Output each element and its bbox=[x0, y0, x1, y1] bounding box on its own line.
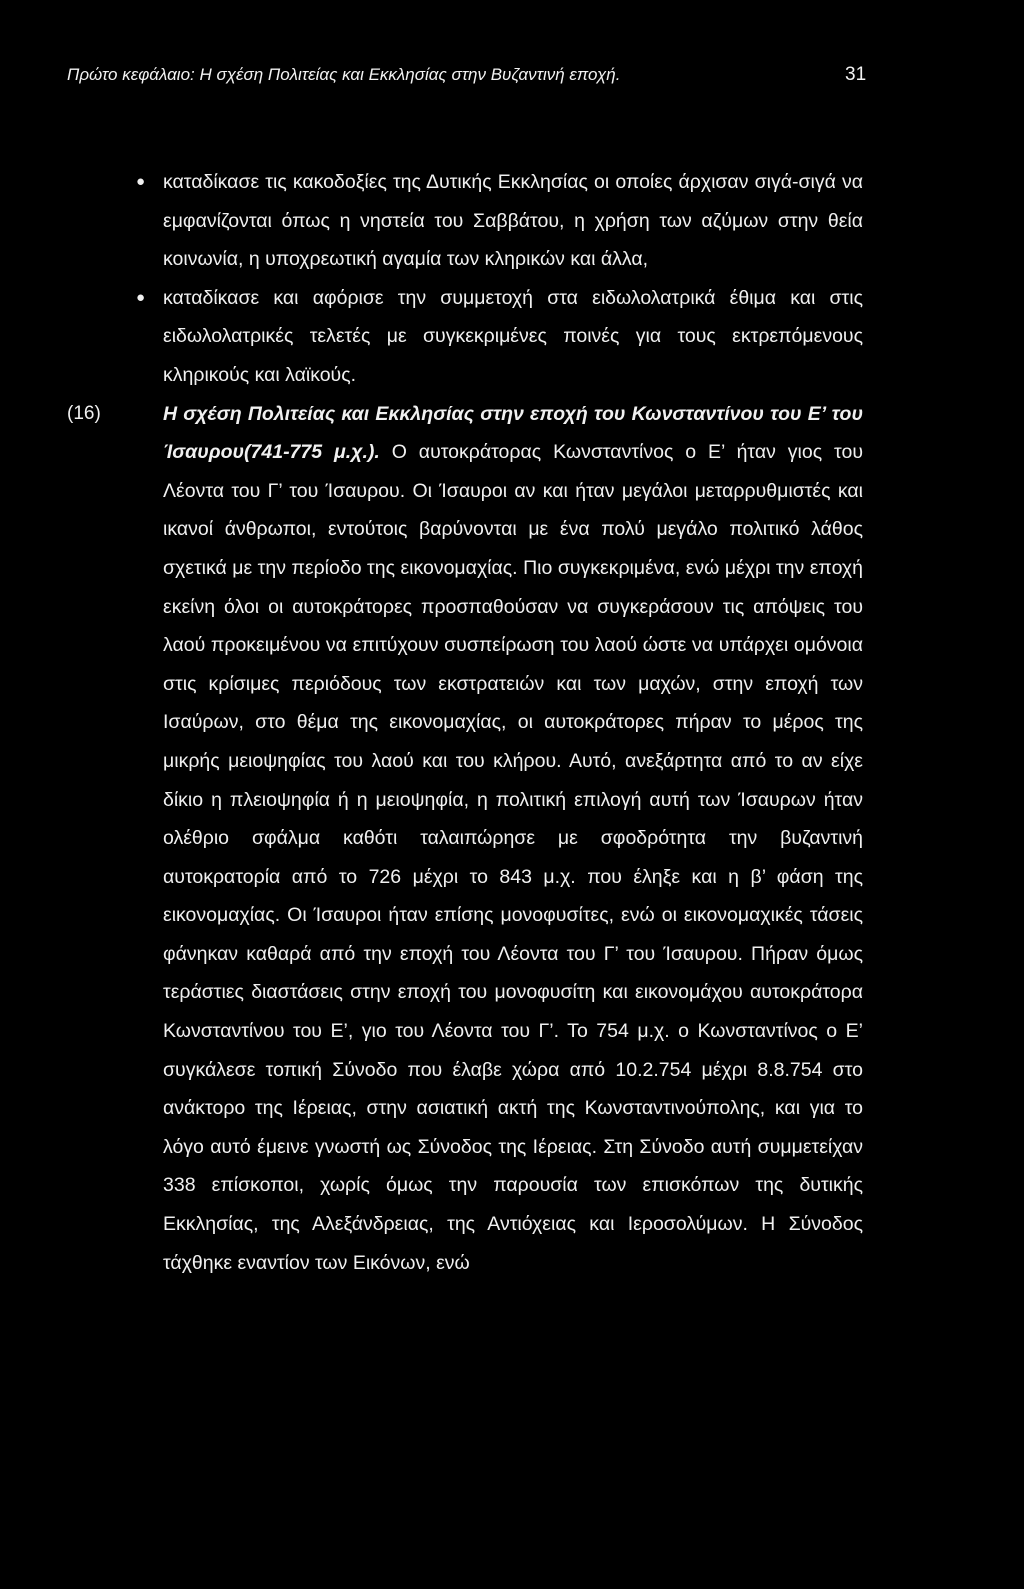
bullet-dot-icon: ● bbox=[136, 288, 146, 306]
bullet-text: καταδίκασε τις κακοδοξίες της Δυτικής Εκκλησίας οι οποίες άρχισαν σιγά-σιγά να εμφανίζονται όπως η νηστεία του Σαββάτου, η χρήση των αζύμων στην θεία κοινωνία, η υποχρεωτική αγαμία των κληρικών και άλλα, bbox=[163, 171, 863, 271]
bullet-text: καταδίκασε και αφόρισε την συμμετοχή στα ειδωλολατρικά έθιμα και στις ειδωλολατρικές τελετές με συγκεκριμένες ποινές για τους εκτρεπόμενους κληρικούς και λαϊκούς. bbox=[163, 286, 863, 386]
running-header: Πρώτο κεφάλαιο: Η σχέση Πολιτείας και Εκκλησίας στην Βυζαντινή εποχή. bbox=[67, 65, 621, 84]
page-body bbox=[67, 163, 863, 1282]
section-16 bbox=[67, 395, 863, 1283]
section-number: (16) bbox=[67, 402, 101, 424]
section-title: Η σχέση Πολιτείας και Εκκλησίας στην εποχή του Κωνσταντίνου του Ε’ του Ίσαυρου(741-775 μ.χ.). bbox=[163, 402, 863, 464]
section-text: Ο αυτοκράτορας Κωνσταντίνος ο Ε’ ήταν γιος του Λέοντα του Γ’ του Ίσαυρου. Οι Ίσαυροι αν και ήταν μεγάλοι μεταρρυθμιστές και ικανοί άνθρωποι, εντούτοις βαρύνονται με ένα πολύ μεγάλο πολιτικό λάθος σχετικά με την περίοδο της εικονομαχίας. Πιο συγκεκριμένα, ενώ μέχρι την εποχή εκείνη όλοι οι αυτοκράτορες προσπαθούσαν να συγκεράσουν τις απόψεις του λαού προκειμένου να επιτύχουν συσπείρωση του λαού ώστε να υπάρχει ομόνοια στις κρίσιμες περιόδους των εκστρατειών και των μαχών, στην εποχή των Ισαύρων, στο θέμα της εικονομαχίας, οι αυτοκράτορες πήραν το μέρος της μικρής μειοψηφίας του λαού και του κλήρου. Αυτό, ανεξάρτητα από το αν είχε δίκιο η πλειοψηφία ή η μειοψηφία, η πολιτική επιλογή αυτή των Ίσαυρων ήταν ολέθριο σφάλμα καθότι ταλαιπώρησε με σφοδρότητα την βυζαντινή αυτοκρατορία από το 726 μέχρι το 843 μ.χ. που έληξε και η β’ φάση της εικονομαχίας. Οι Ίσαυροι ήταν επίσης μονοφυσίτες, ενώ οι εικονομαχικές τάσεις φάνηκαν καθαρά από την εποχή του Λέοντα του Γ’ του Ίσαυρου. Πήραν όμως τεράστιες διαστάσεις στην εποχή του μονοφυσίτη και εικονομάχου αυτοκράτορα Κωνσταντίνου του Ε’, γιο του Λέοντα του Γ’. Το 754 μ.χ. ο Κωνσταντίνος ο Ε’ συγκάλεσε τοπική Σύνοδο που έλαβε χώρα από 10.2.754 μέχρι 8.8.754 στο ανάκτορο της Ιέρειας, στην ασιατική ακτή της Κωνσταντινούπολης, και για το λόγο αυτό έμεινε γνωστή ως Σύνοδος της Ιέρειας. Στη Σύνοδο αυτή συμμετείχαν 338 επίσκοποι, χωρίς όμως την παρουσία των επισκόπων της δυτικής Εκκλησίας, της Αλεξάνδρειας, της Αντιόχειας και Ιεροσολύμων. Η Σύνοδος τάχθηκε εναντίον των Εικόνων, ενώ bbox=[163, 441, 863, 1274]
page-number: 31 bbox=[845, 64, 867, 85]
section-paragraph bbox=[163, 395, 863, 1283]
bullet-list bbox=[136, 163, 863, 395]
bullet-dot-icon: ● bbox=[136, 173, 146, 190]
bullet-item bbox=[136, 279, 863, 395]
bullet-item bbox=[136, 163, 863, 279]
